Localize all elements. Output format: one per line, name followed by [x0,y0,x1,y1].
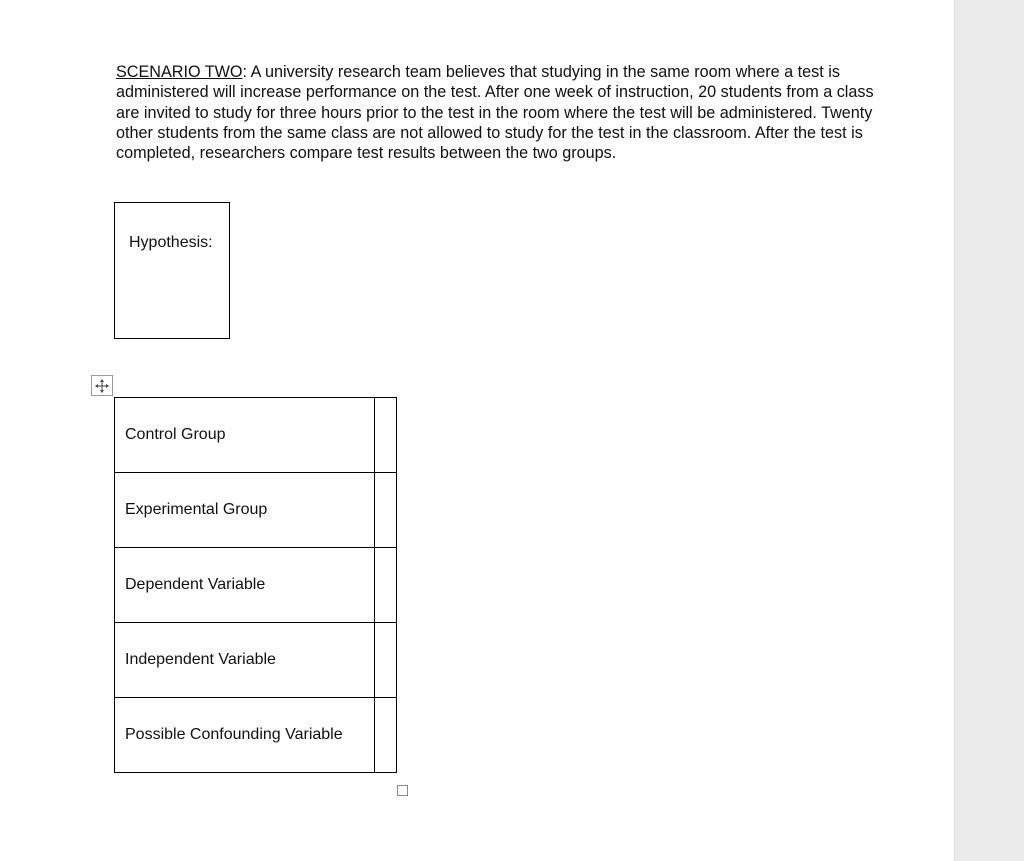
scenario-paragraph[interactable] [116,62,876,163]
scenario-body: : A university research team believes that studying in the same room where a test is administered will increase performance on the test. After one week of instruction, 20 students from a class are invited to study for three hours prior to the test in the room where the test will be administered. Twenty other students from the same class are not allowed to study for the test in the classroom. After the test is completed, researchers compare test results between the two groups. [116,63,874,163]
answer-cell-dependent-variable[interactable] [375,548,397,623]
resize-square-icon[interactable] [397,785,408,796]
variables-table [114,397,397,773]
table-row [115,398,397,473]
table-row [115,623,397,698]
move-arrows-icon [94,378,110,394]
window-right-margin [954,0,1024,861]
table-row [115,548,397,623]
row-label-control-group: Control Group [115,398,375,473]
table-row [115,698,397,773]
row-label-independent-variable: Independent Variable [115,623,375,698]
hypothesis-label: Hypothesis: [129,234,213,251]
table-move-handle[interactable] [91,375,113,396]
answer-cell-confounding-variable[interactable] [375,698,397,773]
answer-cell-control-group[interactable] [375,398,397,473]
row-label-confounding-variable: Possible Confounding Variable [115,698,375,773]
hypothesis-textbox[interactable] [114,202,230,339]
row-label-experimental-group: Experimental Group [115,473,375,548]
row-label-dependent-variable: Dependent Variable [115,548,375,623]
table-row [115,473,397,548]
answer-cell-independent-variable[interactable] [375,623,397,698]
scenario-title: SCENARIO TWO [116,63,243,81]
answer-cell-experimental-group[interactable] [375,473,397,548]
